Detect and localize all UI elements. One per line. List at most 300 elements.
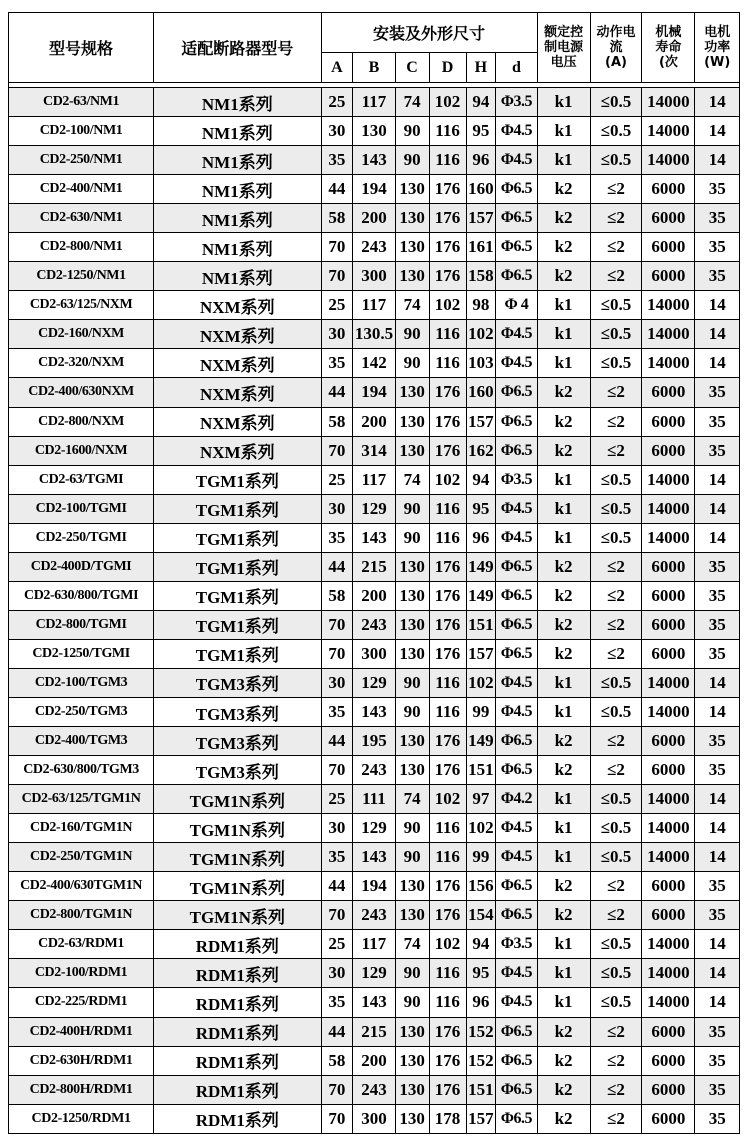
cell-model: CD2-320/NXM bbox=[9, 349, 154, 378]
cell-model: CD2-250/TGM3 bbox=[9, 697, 154, 726]
cell-life: 6000 bbox=[642, 233, 695, 262]
cell-dim-d: 102 bbox=[429, 291, 466, 320]
cell-current: ≤2 bbox=[590, 1104, 642, 1133]
cell-power: 14 bbox=[695, 320, 740, 349]
cell-power: 14 bbox=[695, 930, 740, 959]
cell-dim-b: 143 bbox=[353, 146, 395, 175]
cell-current: ≤0.5 bbox=[590, 668, 642, 697]
cell-series: NXM系列 bbox=[154, 407, 321, 436]
cell-dim-c: 90 bbox=[395, 843, 429, 872]
cell-dim-d: 176 bbox=[429, 1046, 466, 1075]
cell-dim-small-d: Φ6.5 bbox=[496, 1104, 537, 1133]
table-row bbox=[9, 1104, 740, 1133]
cell-model: CD2-630H/RDM1 bbox=[9, 1046, 154, 1075]
cell-life: 14000 bbox=[642, 494, 695, 523]
cell-dim-h: 152 bbox=[466, 1017, 496, 1046]
cell-series: RDM1系列 bbox=[154, 1104, 321, 1133]
cell-dim-h: 102 bbox=[466, 320, 496, 349]
cell-dim-b: 129 bbox=[353, 814, 395, 843]
cell-dim-h: 95 bbox=[466, 117, 496, 146]
cell-model: CD2-400/630TGM1N bbox=[9, 872, 154, 901]
cell-dim-a: 35 bbox=[321, 523, 353, 552]
cell-power: 14 bbox=[695, 988, 740, 1017]
cell-life: 6000 bbox=[642, 204, 695, 233]
cell-dim-b: 200 bbox=[353, 1046, 395, 1075]
cell-dim-b: 200 bbox=[353, 581, 395, 610]
table-row bbox=[9, 930, 740, 959]
cell-voltage: k1 bbox=[537, 117, 590, 146]
cell-voltage: k1 bbox=[537, 785, 590, 814]
cell-dim-a: 58 bbox=[321, 407, 353, 436]
table-row bbox=[9, 117, 740, 146]
cell-dim-small-d: Φ6.5 bbox=[496, 1046, 537, 1075]
cell-current: ≤2 bbox=[590, 436, 642, 465]
cell-dim-c: 130 bbox=[395, 1075, 429, 1104]
header-current bbox=[590, 13, 642, 83]
cell-voltage: k2 bbox=[537, 552, 590, 581]
cell-dim-c: 130 bbox=[395, 639, 429, 668]
cell-power: 14 bbox=[695, 494, 740, 523]
cell-series: NM1系列 bbox=[154, 262, 321, 291]
cell-dim-c: 74 bbox=[395, 465, 429, 494]
cell-dim-h: 149 bbox=[466, 727, 496, 756]
cell-dim-b: 243 bbox=[353, 901, 395, 930]
cell-dim-a: 30 bbox=[321, 814, 353, 843]
table-row bbox=[9, 727, 740, 756]
cell-dim-d: 102 bbox=[429, 88, 466, 117]
cell-series: NM1系列 bbox=[154, 233, 321, 262]
cell-dim-b: 143 bbox=[353, 843, 395, 872]
table-row bbox=[9, 262, 740, 291]
cell-current: ≤2 bbox=[590, 204, 642, 233]
cell-series: TGM1N系列 bbox=[154, 901, 321, 930]
cell-series: RDM1系列 bbox=[154, 930, 321, 959]
cell-current: ≤2 bbox=[590, 175, 642, 204]
cell-dim-h: 149 bbox=[466, 581, 496, 610]
cell-series: NXM系列 bbox=[154, 436, 321, 465]
cell-dim-a: 35 bbox=[321, 146, 353, 175]
cell-dim-small-d: Φ3.5 bbox=[496, 930, 537, 959]
cell-dim-small-d: Φ6.5 bbox=[496, 872, 537, 901]
cell-dim-b: 129 bbox=[353, 494, 395, 523]
cell-dim-small-d: Φ4.5 bbox=[496, 843, 537, 872]
table-row bbox=[9, 175, 740, 204]
cell-model: CD2-1600/NXM bbox=[9, 436, 154, 465]
cell-dim-c: 130 bbox=[395, 1017, 429, 1046]
cell-dim-b: 111 bbox=[353, 785, 395, 814]
table-row bbox=[9, 581, 740, 610]
cell-model: CD2-400H/RDM1 bbox=[9, 1017, 154, 1046]
cell-dim-a: 35 bbox=[321, 988, 353, 1017]
cell-dim-b: 129 bbox=[353, 959, 395, 988]
cell-dim-b: 300 bbox=[353, 262, 395, 291]
cell-power: 14 bbox=[695, 523, 740, 552]
cell-dim-d: 176 bbox=[429, 262, 466, 291]
cell-dim-b: 300 bbox=[353, 1104, 395, 1133]
cell-dim-b: 130 bbox=[353, 117, 395, 146]
cell-current: ≤0.5 bbox=[590, 523, 642, 552]
cell-current: ≤2 bbox=[590, 552, 642, 581]
table-row bbox=[9, 1046, 740, 1075]
cell-series: TGM3系列 bbox=[154, 697, 321, 726]
cell-dim-c: 130 bbox=[395, 233, 429, 262]
cell-dim-a: 70 bbox=[321, 901, 353, 930]
table-row bbox=[9, 872, 740, 901]
cell-model: CD2-630/NM1 bbox=[9, 204, 154, 233]
cell-voltage: k2 bbox=[537, 233, 590, 262]
cell-dim-small-d: Φ3.5 bbox=[496, 88, 537, 117]
cell-dim-a: 35 bbox=[321, 843, 353, 872]
cell-voltage: k2 bbox=[537, 1104, 590, 1133]
cell-model: CD2-100/RDM1 bbox=[9, 959, 154, 988]
cell-series: TGM3系列 bbox=[154, 756, 321, 785]
cell-model: CD2-400/TGM3 bbox=[9, 727, 154, 756]
cell-model: CD2-1250/NM1 bbox=[9, 262, 154, 291]
cell-life: 14000 bbox=[642, 668, 695, 697]
cell-life: 6000 bbox=[642, 610, 695, 639]
cell-dim-d: 176 bbox=[429, 756, 466, 785]
header-voltage-line-1: 额定控 bbox=[544, 25, 584, 40]
cell-dim-a: 44 bbox=[321, 175, 353, 204]
cell-dim-d: 116 bbox=[429, 349, 466, 378]
cell-dim-d: 116 bbox=[429, 117, 466, 146]
cell-dim-d: 176 bbox=[429, 872, 466, 901]
cell-dim-a: 70 bbox=[321, 436, 353, 465]
cell-voltage: k1 bbox=[537, 668, 590, 697]
cell-model: CD2-800/NM1 bbox=[9, 233, 154, 262]
cell-dim-h: 152 bbox=[466, 1046, 496, 1075]
cell-power: 35 bbox=[695, 756, 740, 785]
cell-model: CD2-63/125/TGM1N bbox=[9, 785, 154, 814]
cell-dim-a: 70 bbox=[321, 233, 353, 262]
cell-dim-h: 157 bbox=[466, 407, 496, 436]
header-power-line-3: (W) bbox=[704, 55, 731, 70]
cell-series: TGM1系列 bbox=[154, 552, 321, 581]
table-row bbox=[9, 1017, 740, 1046]
cell-voltage: k2 bbox=[537, 901, 590, 930]
cell-dim-b: 243 bbox=[353, 1075, 395, 1104]
cell-current: ≤0.5 bbox=[590, 930, 642, 959]
cell-dim-d: 176 bbox=[429, 407, 466, 436]
cell-series: RDM1系列 bbox=[154, 1017, 321, 1046]
cell-series: NXM系列 bbox=[154, 349, 321, 378]
table-row bbox=[9, 291, 740, 320]
cell-dim-c: 90 bbox=[395, 959, 429, 988]
cell-life: 6000 bbox=[642, 1017, 695, 1046]
cell-dim-a: 25 bbox=[321, 785, 353, 814]
cell-life: 6000 bbox=[642, 581, 695, 610]
cell-dim-small-d: Φ4.5 bbox=[496, 349, 537, 378]
cell-dim-d: 102 bbox=[429, 785, 466, 814]
cell-model: CD2-630/800/TGMI bbox=[9, 581, 154, 610]
cell-life: 14000 bbox=[642, 465, 695, 494]
header-dim-small-d: d bbox=[496, 53, 537, 83]
cell-dim-small-d: Φ4.5 bbox=[496, 320, 537, 349]
cell-life: 6000 bbox=[642, 639, 695, 668]
cell-dim-d: 116 bbox=[429, 668, 466, 697]
cell-voltage: k1 bbox=[537, 291, 590, 320]
table-row bbox=[9, 494, 740, 523]
cell-dim-h: 96 bbox=[466, 523, 496, 552]
cell-current: ≤0.5 bbox=[590, 146, 642, 175]
cell-model: CD2-100/TGMI bbox=[9, 494, 154, 523]
cell-voltage: k1 bbox=[537, 959, 590, 988]
cell-dim-b: 194 bbox=[353, 378, 395, 407]
cell-model: CD2-63/NM1 bbox=[9, 88, 154, 117]
cell-dim-b: 200 bbox=[353, 204, 395, 233]
cell-life: 6000 bbox=[642, 756, 695, 785]
cell-dim-a: 58 bbox=[321, 204, 353, 233]
cell-dim-c: 90 bbox=[395, 523, 429, 552]
cell-dim-h: 162 bbox=[466, 436, 496, 465]
cell-voltage: k2 bbox=[537, 407, 590, 436]
cell-dim-h: 157 bbox=[466, 1104, 496, 1133]
cell-dim-h: 98 bbox=[466, 291, 496, 320]
cell-dim-a: 70 bbox=[321, 610, 353, 639]
table-row bbox=[9, 785, 740, 814]
cell-dim-b: 243 bbox=[353, 756, 395, 785]
cell-current: ≤0.5 bbox=[590, 814, 642, 843]
cell-model: CD2-250/TGMI bbox=[9, 523, 154, 552]
cell-voltage: k2 bbox=[537, 436, 590, 465]
cell-voltage: k1 bbox=[537, 320, 590, 349]
cell-power: 14 bbox=[695, 785, 740, 814]
cell-dim-h: 95 bbox=[466, 494, 496, 523]
cell-dim-small-d: Φ6.5 bbox=[496, 262, 537, 291]
cell-series: TGM1N系列 bbox=[154, 872, 321, 901]
cell-dim-h: 97 bbox=[466, 785, 496, 814]
cell-voltage: k2 bbox=[537, 639, 590, 668]
cell-series: NXM系列 bbox=[154, 320, 321, 349]
cell-series: NM1系列 bbox=[154, 175, 321, 204]
cell-model: CD2-100/TGM3 bbox=[9, 668, 154, 697]
cell-power: 14 bbox=[695, 291, 740, 320]
cell-dim-c: 130 bbox=[395, 1046, 429, 1075]
cell-dim-b: 195 bbox=[353, 727, 395, 756]
cell-life: 6000 bbox=[642, 901, 695, 930]
cell-model: CD2-400/630NXM bbox=[9, 378, 154, 407]
cell-dim-small-d: Φ3.5 bbox=[496, 465, 537, 494]
cell-dim-a: 35 bbox=[321, 349, 353, 378]
cell-dim-d: 116 bbox=[429, 494, 466, 523]
cell-power: 14 bbox=[695, 843, 740, 872]
cell-dim-c: 74 bbox=[395, 291, 429, 320]
cell-current: ≤2 bbox=[590, 233, 642, 262]
cell-dim-h: 157 bbox=[466, 639, 496, 668]
cell-series: TGM1系列 bbox=[154, 523, 321, 552]
cell-current: ≤0.5 bbox=[590, 320, 642, 349]
cell-power: 14 bbox=[695, 146, 740, 175]
cell-series: NM1系列 bbox=[154, 88, 321, 117]
cell-power: 35 bbox=[695, 1017, 740, 1046]
cell-dim-b: 200 bbox=[353, 407, 395, 436]
cell-dim-h: 99 bbox=[466, 843, 496, 872]
cell-model: CD2-630/800/TGM3 bbox=[9, 756, 154, 785]
cell-dim-h: 160 bbox=[466, 378, 496, 407]
cell-dim-b: 142 bbox=[353, 349, 395, 378]
cell-dim-d: 176 bbox=[429, 639, 466, 668]
cell-dim-c: 130 bbox=[395, 610, 429, 639]
table-row bbox=[9, 146, 740, 175]
cell-power: 14 bbox=[695, 697, 740, 726]
cell-voltage: k2 bbox=[537, 756, 590, 785]
cell-dim-c: 130 bbox=[395, 407, 429, 436]
cell-dim-small-d: Φ6.5 bbox=[496, 175, 537, 204]
cell-dim-a: 44 bbox=[321, 378, 353, 407]
cell-life: 6000 bbox=[642, 436, 695, 465]
table-row bbox=[9, 378, 740, 407]
cell-series: TGM1系列 bbox=[154, 610, 321, 639]
cell-dim-small-d: Φ4.5 bbox=[496, 988, 537, 1017]
table-row bbox=[9, 610, 740, 639]
cell-dim-small-d: Φ6.5 bbox=[496, 378, 537, 407]
cell-model: CD2-250/NM1 bbox=[9, 146, 154, 175]
cell-dim-small-d: Φ6.5 bbox=[496, 639, 537, 668]
cell-current: ≤0.5 bbox=[590, 291, 642, 320]
header-power bbox=[695, 13, 740, 83]
cell-series: TGM3系列 bbox=[154, 727, 321, 756]
cell-power: 35 bbox=[695, 378, 740, 407]
cell-power: 35 bbox=[695, 1104, 740, 1133]
cell-dim-h: 102 bbox=[466, 814, 496, 843]
cell-dim-d: 116 bbox=[429, 523, 466, 552]
cell-model: CD2-250/TGM1N bbox=[9, 843, 154, 872]
cell-dim-b: 314 bbox=[353, 436, 395, 465]
cell-dim-a: 30 bbox=[321, 320, 353, 349]
cell-dim-b: 117 bbox=[353, 465, 395, 494]
cell-dim-h: 96 bbox=[466, 146, 496, 175]
cell-voltage: k2 bbox=[537, 581, 590, 610]
cell-life: 14000 bbox=[642, 291, 695, 320]
cell-life: 14000 bbox=[642, 930, 695, 959]
cell-dim-a: 25 bbox=[321, 291, 353, 320]
cell-power: 35 bbox=[695, 1046, 740, 1075]
cell-series: TGM1N系列 bbox=[154, 814, 321, 843]
cell-dim-h: 96 bbox=[466, 988, 496, 1017]
cell-dim-small-d: Φ4.5 bbox=[496, 494, 537, 523]
cell-current: ≤2 bbox=[590, 756, 642, 785]
cell-dim-b: 143 bbox=[353, 988, 395, 1017]
cell-dim-h: 161 bbox=[466, 233, 496, 262]
cell-dim-b: 243 bbox=[353, 233, 395, 262]
cell-dim-c: 130 bbox=[395, 727, 429, 756]
cell-voltage: k2 bbox=[537, 262, 590, 291]
cell-voltage: k1 bbox=[537, 88, 590, 117]
cell-power: 35 bbox=[695, 581, 740, 610]
cell-voltage: k2 bbox=[537, 204, 590, 233]
cell-current: ≤2 bbox=[590, 407, 642, 436]
cell-life: 14000 bbox=[642, 117, 695, 146]
header-dim-d: D bbox=[429, 53, 466, 83]
cell-life: 6000 bbox=[642, 378, 695, 407]
header-life-line-1: 机械 bbox=[655, 25, 682, 40]
cell-dim-c: 130 bbox=[395, 175, 429, 204]
cell-dim-d: 176 bbox=[429, 204, 466, 233]
cell-model: CD2-800/NXM bbox=[9, 407, 154, 436]
table-row bbox=[9, 233, 740, 262]
cell-dim-d: 102 bbox=[429, 930, 466, 959]
cell-dim-b: 129 bbox=[353, 668, 395, 697]
table-row bbox=[9, 1075, 740, 1104]
cell-dim-small-d: Φ4.5 bbox=[496, 814, 537, 843]
cell-dim-d: 116 bbox=[429, 843, 466, 872]
cell-power: 35 bbox=[695, 639, 740, 668]
cell-series: RDM1系列 bbox=[154, 1046, 321, 1075]
cell-dim-b: 117 bbox=[353, 930, 395, 959]
header-row-top bbox=[9, 13, 740, 53]
cell-current: ≤0.5 bbox=[590, 117, 642, 146]
cell-dim-d: 176 bbox=[429, 901, 466, 930]
header-dim-h: H bbox=[466, 53, 496, 83]
cell-voltage: k1 bbox=[537, 988, 590, 1017]
cell-dim-d: 178 bbox=[429, 1104, 466, 1133]
cell-dim-a: 70 bbox=[321, 262, 353, 291]
cell-dim-h: 94 bbox=[466, 465, 496, 494]
cell-power: 35 bbox=[695, 901, 740, 930]
cell-dim-c: 130 bbox=[395, 204, 429, 233]
header-power-line-1: 电机 bbox=[704, 25, 731, 40]
cell-voltage: k1 bbox=[537, 843, 590, 872]
cell-power: 35 bbox=[695, 204, 740, 233]
cell-dim-d: 116 bbox=[429, 988, 466, 1017]
cell-current: ≤2 bbox=[590, 378, 642, 407]
cell-series: NM1系列 bbox=[154, 146, 321, 175]
cell-current: ≤2 bbox=[590, 872, 642, 901]
table-row bbox=[9, 349, 740, 378]
cell-life: 14000 bbox=[642, 146, 695, 175]
cell-power: 14 bbox=[695, 349, 740, 378]
cell-series: RDM1系列 bbox=[154, 988, 321, 1017]
cell-dim-h: 160 bbox=[466, 175, 496, 204]
header-breaker: 适配断路器型号 bbox=[154, 13, 321, 83]
cell-series: RDM1系列 bbox=[154, 1075, 321, 1104]
cell-dim-b: 143 bbox=[353, 697, 395, 726]
cell-life: 6000 bbox=[642, 1075, 695, 1104]
cell-dim-small-d: Φ6.5 bbox=[496, 436, 537, 465]
cell-dim-c: 74 bbox=[395, 88, 429, 117]
cell-dim-a: 58 bbox=[321, 581, 353, 610]
cell-dim-a: 70 bbox=[321, 1075, 353, 1104]
cell-dim-small-d: Φ6.5 bbox=[496, 552, 537, 581]
table-row bbox=[9, 552, 740, 581]
header-current-line-3: (A) bbox=[605, 55, 627, 70]
cell-power: 14 bbox=[695, 814, 740, 843]
table-row bbox=[9, 959, 740, 988]
cell-series: TGM1N系列 bbox=[154, 785, 321, 814]
table-row bbox=[9, 988, 740, 1017]
cell-current: ≤0.5 bbox=[590, 785, 642, 814]
cell-dim-a: 70 bbox=[321, 639, 353, 668]
cell-dim-c: 130 bbox=[395, 552, 429, 581]
table-row bbox=[9, 407, 740, 436]
cell-power: 14 bbox=[695, 668, 740, 697]
cell-dim-d: 176 bbox=[429, 378, 466, 407]
header-dim-b: B bbox=[353, 53, 395, 83]
cell-voltage: k2 bbox=[537, 175, 590, 204]
cell-dim-c: 90 bbox=[395, 697, 429, 726]
table-row bbox=[9, 436, 740, 465]
cell-dim-d: 176 bbox=[429, 610, 466, 639]
cell-power: 35 bbox=[695, 552, 740, 581]
cell-power: 35 bbox=[695, 233, 740, 262]
cell-current: ≤0.5 bbox=[590, 88, 642, 117]
header-voltage-line-2: 制电源 bbox=[544, 40, 584, 55]
cell-dim-small-d: Φ4.5 bbox=[496, 697, 537, 726]
cell-dim-h: 102 bbox=[466, 668, 496, 697]
cell-series: RDM1系列 bbox=[154, 959, 321, 988]
cell-dim-small-d: Φ4.2 bbox=[496, 785, 537, 814]
cell-dim-d: 176 bbox=[429, 1075, 466, 1104]
